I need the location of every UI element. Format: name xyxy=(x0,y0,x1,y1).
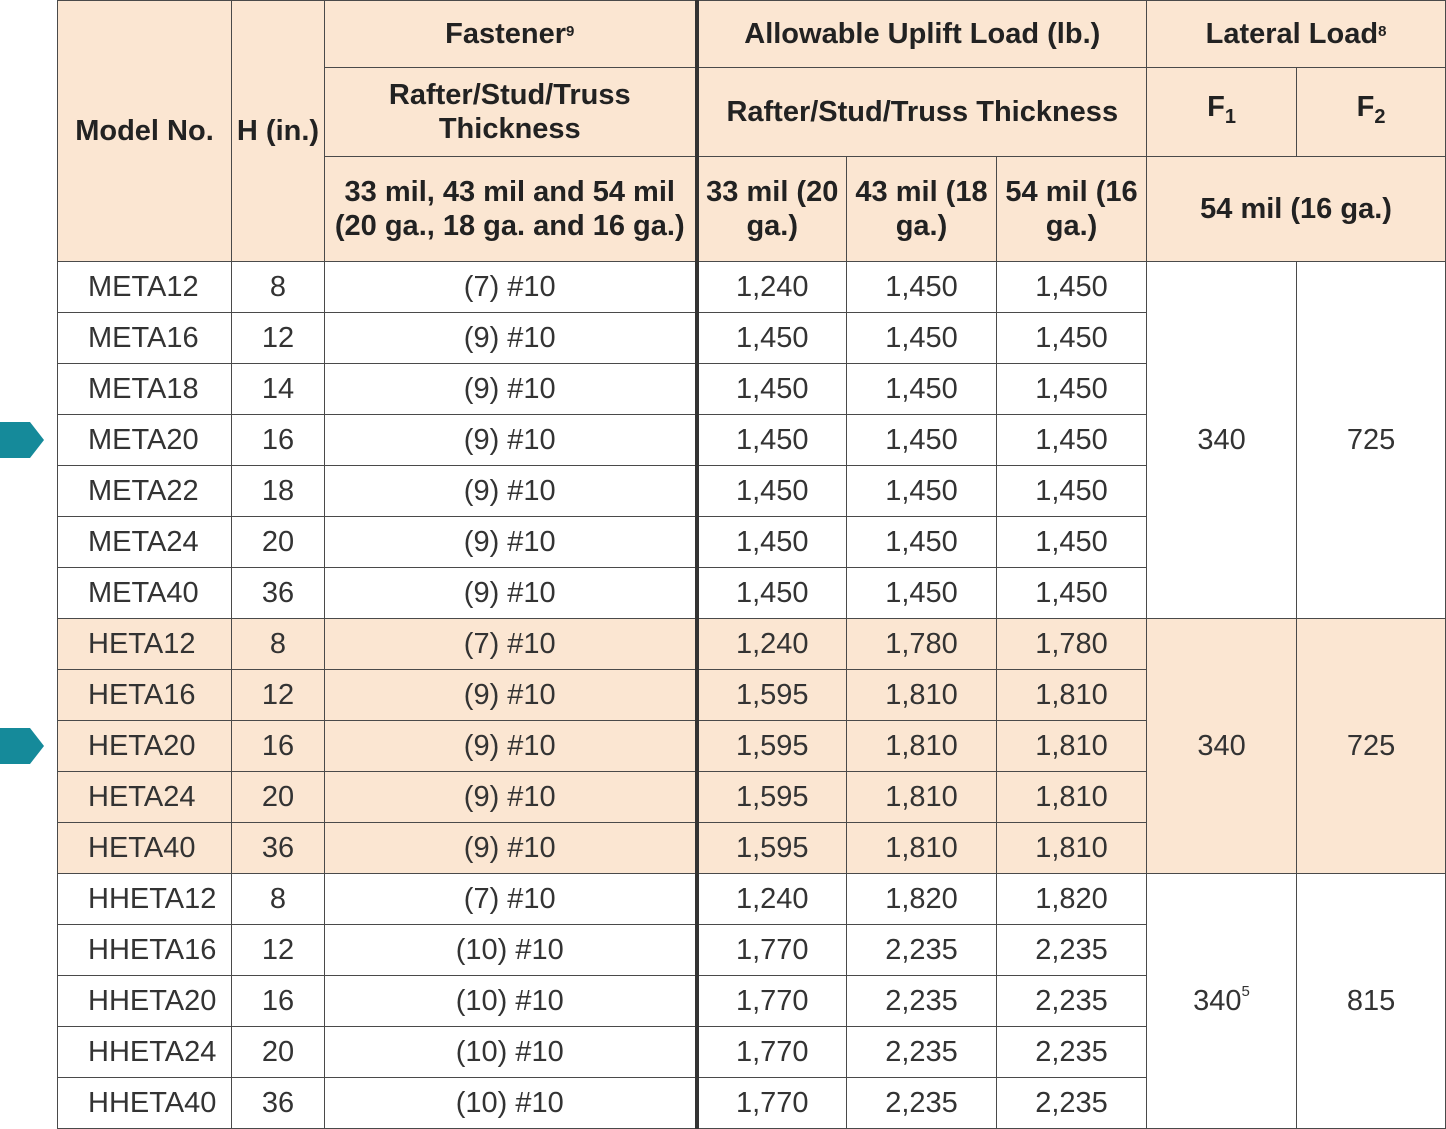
fastener-cell: (7) #10 xyxy=(325,262,697,313)
height-cell: 12 xyxy=(232,670,325,721)
uplift-33-cell: 1,450 xyxy=(697,313,847,364)
model-cell: HHETA40 xyxy=(58,1078,232,1129)
uplift-43-cell: 2,235 xyxy=(847,976,997,1027)
uplift-43-cell: 1,450 xyxy=(847,466,997,517)
uplift-43-cell: 1,450 xyxy=(847,568,997,619)
uplift-54-cell: 1,450 xyxy=(997,364,1147,415)
uplift-33-cell: 1,240 xyxy=(697,262,847,313)
fastener-cell: (10) #10 xyxy=(325,925,697,976)
uplift-33-cell: 1,595 xyxy=(697,721,847,772)
header-model-no: Model No. xyxy=(58,1,232,262)
fastener-cell: (9) #10 xyxy=(325,772,697,823)
table-row xyxy=(58,874,1446,925)
fastener-cell: (7) #10 xyxy=(325,619,697,670)
height-cell: 8 xyxy=(232,262,325,313)
uplift-43-cell: 1,810 xyxy=(847,823,997,874)
fastener-cell: (9) #10 xyxy=(325,721,697,772)
model-cell: META22 xyxy=(58,466,232,517)
fastener-cell: (9) #10 xyxy=(325,466,697,517)
uplift-43-cell: 1,450 xyxy=(847,415,997,466)
height-cell: 36 xyxy=(232,823,325,874)
height-cell: 16 xyxy=(232,976,325,1027)
uplift-54-cell: 1,810 xyxy=(997,721,1147,772)
model-cell: HHETA12 xyxy=(58,874,232,925)
uplift-54-cell: 2,235 xyxy=(997,1027,1147,1078)
model-cell: HETA12 xyxy=(58,619,232,670)
fastener-cell: (10) #10 xyxy=(325,1027,697,1078)
model-cell: META16 xyxy=(58,313,232,364)
uplift-54-cell: 1,810 xyxy=(997,823,1147,874)
row-marker-heta20 xyxy=(0,728,44,764)
height-cell: 36 xyxy=(232,568,325,619)
fastener-cell: (10) #10 xyxy=(325,1078,697,1129)
model-cell: META40 xyxy=(58,568,232,619)
uplift-54-cell: 1,450 xyxy=(997,466,1147,517)
uplift-43-cell: 1,810 xyxy=(847,670,997,721)
model-cell: HHETA16 xyxy=(58,925,232,976)
lateral-f2-cell: 725 xyxy=(1297,262,1446,619)
height-cell: 14 xyxy=(232,364,325,415)
height-cell: 8 xyxy=(232,619,325,670)
uplift-54-cell: 1,810 xyxy=(997,772,1147,823)
header-f2: $F_2$ xyxy=(1297,68,1446,157)
uplift-43-cell: 1,450 xyxy=(847,313,997,364)
uplift-54-cell: 1,810 xyxy=(997,670,1147,721)
height-cell: 20 xyxy=(232,517,325,568)
header-fastener-thickness: Rafter/Stud/Truss Thickness xyxy=(325,68,697,157)
height-cell: 20 xyxy=(232,1027,325,1078)
model-cell: HHETA24 xyxy=(58,1027,232,1078)
uplift-54-cell: 2,235 xyxy=(997,976,1147,1027)
model-cell: HETA16 xyxy=(58,670,232,721)
uplift-54-cell: 1,450 xyxy=(997,415,1147,466)
header-fastener-gauges: 33 mil, 43 mil and 54 mil (20 ga., 18 ga. and 16 ga.) xyxy=(325,157,697,262)
lateral-f2-cell: 725 xyxy=(1297,619,1446,874)
uplift-33-cell: 1,240 xyxy=(697,874,847,925)
model-cell: META18 xyxy=(58,364,232,415)
uplift-33-cell: 1,595 xyxy=(697,670,847,721)
uplift-43-cell: 2,235 xyxy=(847,1078,997,1129)
model-cell: HETA20 xyxy=(58,721,232,772)
fastener-cell: (9) #10 xyxy=(325,313,697,364)
fastener-cell: (9) #10 xyxy=(325,670,697,721)
fastener-cell: (9) #10 xyxy=(325,415,697,466)
uplift-54-cell: 2,235 xyxy=(997,1078,1147,1129)
row-marker-meta20 xyxy=(0,422,44,458)
uplift-43-cell: 1,450 xyxy=(847,517,997,568)
uplift-43-cell: 2,235 xyxy=(847,925,997,976)
uplift-43-cell: 1,450 xyxy=(847,262,997,313)
lateral-f1-cell: $340^5$ xyxy=(1147,874,1297,1129)
table-header xyxy=(58,1,1446,262)
uplift-54-cell: 1,450 xyxy=(997,262,1147,313)
fastener-cell: (9) #10 xyxy=(325,364,697,415)
header-lateral: Lateral Load$^8$ xyxy=(1147,1,1446,68)
uplift-33-cell: 1,450 xyxy=(697,568,847,619)
fastener-cell: (10) #10 xyxy=(325,976,697,1027)
header-33mil: 33 mil (20 ga.) xyxy=(697,157,847,262)
header-uplift-thickness: Rafter/Stud/Truss Thickness xyxy=(697,68,1147,157)
uplift-33-cell: 1,450 xyxy=(697,364,847,415)
height-cell: 12 xyxy=(232,925,325,976)
uplift-43-cell: 1,780 xyxy=(847,619,997,670)
lateral-f1-cell: 340 xyxy=(1147,262,1297,619)
header-uplift: Allowable Uplift Load (lb.) xyxy=(697,1,1147,68)
uplift-33-cell: 1,770 xyxy=(697,1078,847,1129)
header-fastener: Fastener$^9$ xyxy=(325,1,697,68)
height-cell: 16 xyxy=(232,721,325,772)
height-cell: 12 xyxy=(232,313,325,364)
uplift-33-cell: 1,595 xyxy=(697,772,847,823)
lateral-f1-cell: 340 xyxy=(1147,619,1297,874)
fastener-cell: (9) #10 xyxy=(325,517,697,568)
height-cell: 18 xyxy=(232,466,325,517)
uplift-33-cell: 1,770 xyxy=(697,925,847,976)
height-cell: 36 xyxy=(232,1078,325,1129)
uplift-43-cell: 1,450 xyxy=(847,364,997,415)
header-lateral-gauge: 54 mil (16 ga.) xyxy=(1147,157,1446,262)
model-cell: HETA24 xyxy=(58,772,232,823)
load-table xyxy=(57,0,1446,1129)
table-row xyxy=(58,619,1446,670)
table-row xyxy=(58,262,1446,313)
uplift-33-cell: 1,450 xyxy=(697,466,847,517)
lateral-f2-cell: 815 xyxy=(1297,874,1446,1129)
table-body xyxy=(58,262,1446,1129)
uplift-43-cell: 1,810 xyxy=(847,721,997,772)
uplift-54-cell: 1,450 xyxy=(997,568,1147,619)
fastener-cell: (9) #10 xyxy=(325,568,697,619)
header-54mil: 54 mil (16 ga.) xyxy=(997,157,1147,262)
model-cell: META20 xyxy=(58,415,232,466)
uplift-43-cell: 1,810 xyxy=(847,772,997,823)
fastener-cell: (7) #10 xyxy=(325,874,697,925)
uplift-33-cell: 1,450 xyxy=(697,415,847,466)
model-cell: HHETA20 xyxy=(58,976,232,1027)
uplift-33-cell: 1,595 xyxy=(697,823,847,874)
uplift-54-cell: 1,450 xyxy=(997,517,1147,568)
model-cell: META24 xyxy=(58,517,232,568)
uplift-43-cell: 2,235 xyxy=(847,1027,997,1078)
height-cell: 8 xyxy=(232,874,325,925)
uplift-54-cell: 1,780 xyxy=(997,619,1147,670)
model-cell: META12 xyxy=(58,262,232,313)
uplift-54-cell: 2,235 xyxy=(997,925,1147,976)
uplift-33-cell: 1,450 xyxy=(697,517,847,568)
height-cell: 20 xyxy=(232,772,325,823)
uplift-33-cell: 1,240 xyxy=(697,619,847,670)
uplift-54-cell: 1,450 xyxy=(997,313,1147,364)
header-43mil: 43 mil (18 ga.) xyxy=(847,157,997,262)
uplift-33-cell: 1,770 xyxy=(697,976,847,1027)
fastener-cell: (9) #10 xyxy=(325,823,697,874)
header-h: H (in.) xyxy=(232,1,325,262)
uplift-54-cell: 1,820 xyxy=(997,874,1147,925)
uplift-43-cell: 1,820 xyxy=(847,874,997,925)
uplift-33-cell: 1,770 xyxy=(697,1027,847,1078)
height-cell: 16 xyxy=(232,415,325,466)
model-cell: HETA40 xyxy=(58,823,232,874)
header-f1: $F_1$ xyxy=(1147,68,1297,157)
